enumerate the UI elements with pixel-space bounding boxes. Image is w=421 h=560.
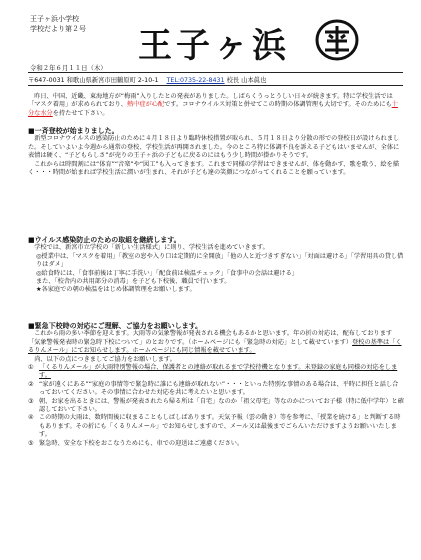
- school-name: 王子ヶ浜小学校: [30, 15, 79, 23]
- item-number: ②: [28, 380, 34, 388]
- address-rule: [28, 85, 403, 86]
- postal-code: 〒647-0031: [28, 77, 65, 84]
- section-heading: ■緊急下校時の対応にご理解、ご協力をお願いします。: [28, 322, 203, 330]
- section-paragraph: 学校では、新宮市立学校の「新しい生活様式」に則り、学校生活を進めていきます。: [34, 244, 269, 252]
- section-emergency-dismissal: [28, 322, 404, 448]
- issue-date: 令和２年６月１１日（木）: [30, 64, 107, 72]
- header-rule: [28, 72, 403, 73]
- dismissal-text: これから雨の多い季節を迎えます。大雨等の気象警報が発表される機会もあるかと思います。年の折の対応は、配布しております「気象警報発表時の緊急時下校について」のとおりです。（ホームページにも「緊急時の対応」として載せています）: [28, 330, 393, 346]
- intro-text-b: です。コロナウイルス対策と併せてこの時期の体調管理も大切です。そのためにも: [164, 101, 392, 109]
- header-info: [30, 14, 86, 34]
- item-text: [39, 364, 404, 381]
- section-heading: ■一斉登校が始まりました。: [28, 127, 119, 135]
- prevention-item: ★各家庭での朝の検温をはじめ体調管理をお願いします。: [36, 286, 196, 294]
- intro-text-a: 昨日、中国、近畿、東海地方が“梅雨”入りしたとの発表がありました。しばらくうっとうしい日々が続きます。特に学校生活では「マスク着用」が求められており、: [28, 93, 393, 109]
- address-line: [28, 75, 266, 84]
- item-text-plain: 緊急時、安全な下校をおこなうためにも、車での迎送はご遠慮ください。: [39, 439, 244, 447]
- item-number: ⑤: [28, 439, 34, 447]
- section-paragraph: これからは時間割には“体育”“音楽”や“図工”も入ってきます。これまで同様の学習はできませんが、体を動かす、歌を歌う、絵を描く・・・時間が始まれば学校生活に潤いが生まれ、それが子ども達の笑顔につながってくれることを願っています。: [28, 160, 399, 177]
- dismissal-text-underlined: 登校の基準は「くるりんメール」にてお知らせします。ホームページにも同じ情報を載せています。: [28, 338, 402, 355]
- cooperation-item: [28, 414, 404, 439]
- cooperation-item: [28, 398, 404, 415]
- item-text: [39, 381, 404, 398]
- intro-text-underlined: 十分な水分: [28, 101, 398, 117]
- newsletter-title: 王子ヶ浜: [138, 26, 290, 66]
- item-text: [39, 414, 404, 439]
- item-text: [39, 398, 404, 415]
- section-paragraph: 尚、以下の点につきましてご協力をお願いします。: [34, 355, 176, 363]
- telephone-link[interactable]: TEL:0735-22-8431: [166, 77, 225, 84]
- prevention-item: ◎給食時には、「食事前後は丁寧に手洗い」「配食前は検温チェック」「食事中の会話は避ける」: [36, 269, 298, 277]
- section-school-start: [28, 127, 404, 177]
- item-number: ③: [28, 397, 34, 405]
- item-text: [39, 440, 243, 448]
- cooperation-list: [28, 364, 404, 448]
- school-emblem-logo: [314, 18, 360, 62]
- item-text-plain: “家が遠くにある”“家庭の事情等で緊急時に誰にも連絡が取れない”・・・といった特別な事情のある場合は、平時に担任と話し合っておいてください。その事情に合わせた対応を共に考えたいと思います。: [39, 380, 399, 397]
- principal-name: 校長 山本眞也: [226, 77, 267, 84]
- cooperation-item: [28, 381, 404, 398]
- section-infection-prevention: [28, 236, 404, 295]
- cooperation-item: [28, 364, 404, 381]
- item-text-plain: この時期の大雨は、数時間後に収まることもしばしばあります。天気予報（雲の動き）等を参考に、「授業を続ける」と判断する時もあります。その折にも「くるりんメール」でお知らせしますので、メール又は最後までごらんいただけますようお願いいたします。: [39, 414, 401, 439]
- prevention-item: また、「校舎内の共用部分の消毒」を子ども下校後、職員で行います。: [36, 278, 231, 286]
- item-text-underlined: 「くるりんメール」が大雨特別警報の場合、保護者との連絡が取れるまで学校待機となります。未登録の家庭も同様の対応をします。: [39, 364, 398, 380]
- intro-paragraph: [28, 93, 404, 118]
- item-number: ①: [28, 364, 34, 372]
- newsletter-number: 学校だより第２号: [30, 25, 86, 33]
- intro-text-red: 熱中症が心配: [127, 101, 165, 109]
- item-number: ④: [28, 414, 34, 422]
- intro-text-c: を持たせて下さい。: [52, 109, 109, 117]
- section-paragraph: 新型コロナウイルスの感染防止のために４月１８日より臨時休校措置が取られ、５月１８日より分散の形での登校日が設けられました。そしていよいよ今週から通常の登校、学校生活が再開されました。今のところ特に体調不良を訴える子どもはいませんが、全体に表情は硬く、“子どもらしさ”が売りの王子ヶ浜の子どもに戻るのにはもう少し時間が掛かりそうです。: [28, 135, 400, 160]
- prevention-item: ◎授業中は、「マスクを着用」「教室の窓や入り口は定期的に全開放」「他の人と近づきすぎない」「対面は避ける」「学習用具の貸し借りはダメ」: [36, 252, 404, 269]
- section-heading: ■ウイルス感染防止のための取組を継続します。: [28, 236, 181, 244]
- item-text-plain: 朝、お家を出るときには、警報が発表されたら帰る所は「自宅」なのか「祖父母宅」等なのかについてお子様（特に低中学年）と確認しておいて下さい。: [39, 397, 404, 414]
- intro-section: [28, 93, 404, 118]
- cooperation-item: [28, 440, 404, 448]
- street-address: 和歌山県新宮市田鶴原町 2-10-1: [66, 77, 159, 84]
- section-paragraph: [28, 330, 404, 355]
